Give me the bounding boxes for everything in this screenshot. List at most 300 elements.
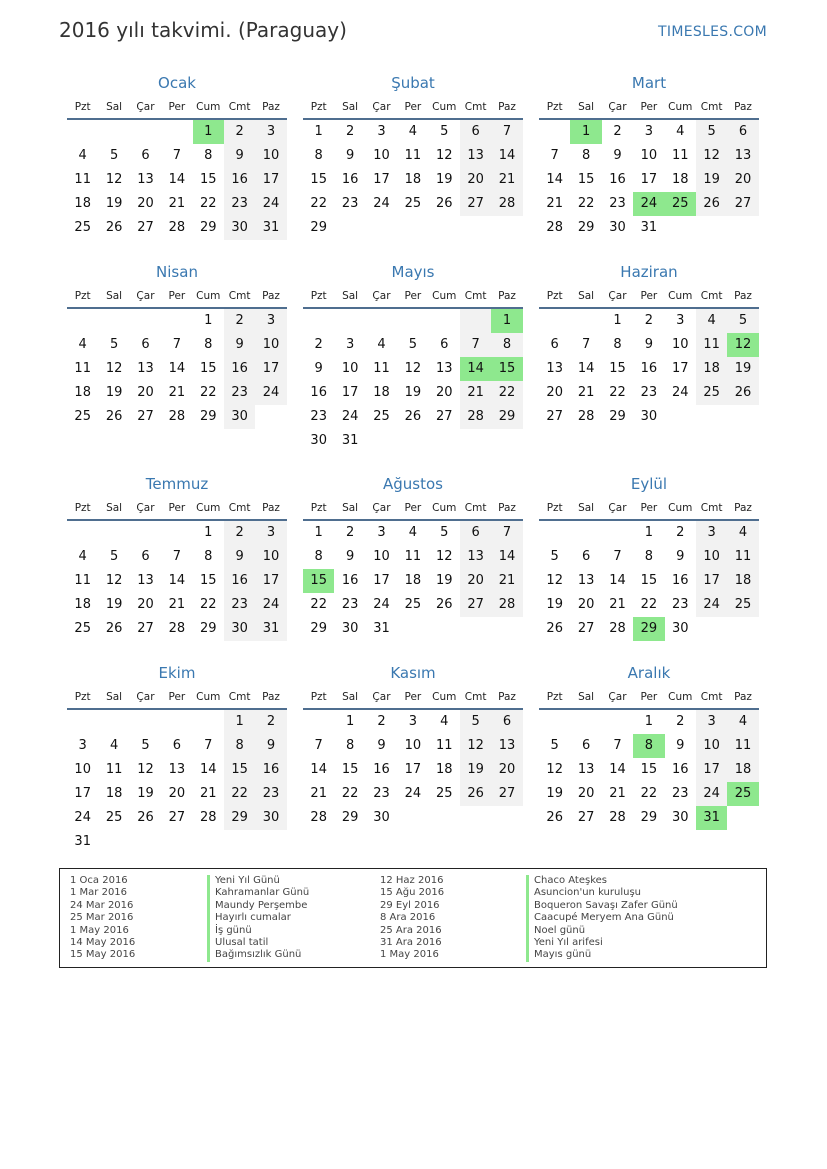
weekday-label: Sal: [578, 691, 595, 703]
day-cell: 3: [255, 120, 286, 144]
weekday-label: Sal: [342, 691, 359, 703]
day-cell: 8: [314, 549, 323, 564]
day-cell: 5: [109, 337, 119, 352]
day-cell: 29: [224, 806, 255, 830]
day-cell: 21: [460, 381, 491, 405]
day-cell: 20: [137, 597, 154, 612]
day-grid: [67, 120, 287, 240]
day-cell: 1: [644, 525, 653, 540]
empty-cell: [130, 309, 161, 333]
weekday-header: [539, 96, 759, 120]
day-cell: 11: [74, 361, 91, 376]
weekday-label: Per: [168, 691, 186, 703]
day-cell: 27: [460, 593, 491, 617]
empty-cell: [130, 521, 161, 545]
empty-cell: [366, 429, 397, 453]
day-cell: 30: [224, 617, 255, 641]
weekday-header: [539, 686, 759, 710]
day-cell: 6: [460, 120, 491, 144]
holiday-day-cell: 1: [570, 120, 601, 144]
day-cell: 9: [224, 545, 255, 569]
day-cell: 27: [137, 621, 154, 636]
holiday-day-cell: 12: [727, 333, 758, 357]
day-cell: 24: [696, 593, 727, 617]
weekday-label: Paz: [734, 101, 752, 113]
day-cell: 10: [696, 734, 727, 758]
weekday-label: Cum: [196, 290, 221, 302]
day-cell: 7: [172, 148, 181, 163]
weekday-label: Paz: [262, 290, 280, 302]
weekday-header: [539, 497, 759, 521]
weekday-label: Cum: [668, 290, 693, 302]
month-name: Mart: [631, 74, 667, 92]
weekday-label: Çar: [372, 502, 391, 514]
day-cell: 18: [435, 762, 453, 777]
empty-cell: [303, 710, 334, 734]
day-cell: 29: [577, 220, 595, 235]
day-cell: 9: [314, 361, 323, 376]
month-name: Ağustos: [383, 475, 443, 493]
day-cell: 23: [224, 192, 255, 216]
holiday-day-cell: 31: [696, 806, 727, 830]
day-cell: 12: [105, 573, 123, 588]
day-cell: 2: [255, 710, 286, 734]
legend-dates-left: [70, 875, 135, 962]
weekday-label: Sal: [342, 101, 359, 113]
weekday-label: Çar: [372, 691, 391, 703]
day-cell: 4: [78, 337, 87, 352]
empty-cell: [460, 806, 491, 830]
empty-cell: [161, 830, 192, 854]
day-cell: 15: [577, 172, 595, 187]
day-cell: 20: [577, 786, 595, 801]
day-cell: 13: [577, 573, 595, 588]
day-cell: 9: [644, 337, 653, 352]
day-cell: 13: [727, 144, 758, 168]
weekday-label: Sal: [106, 290, 123, 302]
day-cell: 14: [577, 361, 595, 376]
empty-cell: [255, 830, 286, 854]
day-cell: 21: [310, 786, 327, 801]
day-cell: 31: [255, 617, 286, 641]
day-cell: 21: [491, 569, 522, 593]
page-title: 2016 yılı takvimi. (Paraguay): [59, 18, 347, 42]
day-grid: [539, 120, 759, 240]
day-cell: 11: [727, 545, 758, 569]
day-cell: 4: [727, 710, 758, 734]
day-cell: 22: [640, 786, 658, 801]
day-cell: 9: [224, 333, 255, 357]
calendar-grid: [67, 72, 759, 874]
weekday-label: Cmt: [464, 691, 487, 703]
day-cell: 3: [644, 124, 653, 139]
day-cell: 18: [727, 569, 758, 593]
weekday-label: Per: [640, 502, 658, 514]
weekday-label: Per: [404, 290, 422, 302]
empty-cell: [665, 405, 696, 429]
legend-holiday-name: Noel günü: [526, 925, 678, 937]
day-cell: 6: [550, 337, 559, 352]
empty-cell: [397, 216, 428, 240]
holiday-day-cell: 25: [727, 782, 758, 806]
day-cell: 24: [341, 409, 359, 424]
day-cell: 27: [577, 621, 595, 636]
day-cell: 8: [204, 337, 213, 352]
legend-date: 1 May 2016: [70, 924, 129, 936]
day-cell: 13: [435, 361, 453, 376]
day-cell: 23: [341, 597, 359, 612]
weekday-label: Cum: [668, 691, 693, 703]
day-cell: 17: [696, 758, 727, 782]
day-cell: 26: [696, 192, 727, 216]
day-cell: 12: [105, 172, 123, 187]
day-cell: 5: [550, 738, 559, 753]
weekday-label: Pzt: [310, 691, 327, 703]
day-cell: 8: [491, 333, 522, 357]
day-cell: 19: [546, 597, 563, 612]
day-cell: 6: [727, 120, 758, 144]
day-cell: 9: [224, 144, 255, 168]
day-cell: 30: [373, 810, 390, 825]
empty-cell: [67, 710, 98, 734]
day-cell: 23: [671, 786, 689, 801]
day-cell: 18: [74, 385, 91, 400]
empty-cell: [67, 309, 98, 333]
day-cell: 24: [373, 196, 390, 211]
day-cell: 9: [345, 549, 355, 564]
day-grid: [303, 710, 523, 830]
empty-cell: [491, 806, 522, 830]
weekday-label: Paz: [498, 101, 516, 113]
day-cell: 7: [613, 738, 622, 753]
day-cell: 12: [105, 361, 123, 376]
empty-cell: [570, 521, 601, 545]
holiday-day-cell: 25: [665, 192, 696, 216]
weekday-label: Pzt: [310, 101, 327, 113]
day-cell: 9: [255, 734, 286, 758]
empty-cell: [130, 830, 161, 854]
day-cell: 28: [609, 810, 626, 825]
weekday-label: Pzt: [74, 101, 91, 113]
day-cell: 13: [491, 734, 522, 758]
legend-date: 15 May 2016: [70, 949, 136, 961]
weekday-label: Cmt: [700, 502, 723, 514]
weekday-label: Per: [404, 691, 422, 703]
day-cell: 12: [460, 734, 491, 758]
empty-cell: [491, 216, 522, 240]
day-cell: 18: [404, 573, 422, 588]
day-cell: 16: [224, 569, 255, 593]
weekday-label: Pzt: [74, 290, 91, 302]
day-grid: [303, 309, 523, 453]
weekday-label: Cmt: [464, 290, 487, 302]
legend-date: 24 Mar 2016: [70, 899, 134, 911]
day-cell: 28: [460, 405, 491, 429]
weekday-header: [303, 497, 523, 521]
month-block: [303, 473, 523, 662]
weekday-header: [303, 96, 523, 120]
day-cell: 17: [640, 172, 658, 187]
day-cell: 26: [546, 810, 563, 825]
day-cell: 14: [168, 573, 186, 588]
empty-cell: [98, 710, 129, 734]
empty-cell: [303, 309, 334, 333]
day-cell: 26: [435, 597, 453, 612]
weekday-label: Çar: [136, 691, 155, 703]
day-cell: 13: [546, 361, 563, 376]
day-cell: 4: [78, 148, 87, 163]
day-cell: 1: [345, 714, 355, 729]
day-cell: 2: [314, 337, 323, 352]
empty-cell: [255, 405, 286, 429]
day-cell: 6: [141, 148, 150, 163]
day-cell: 9: [676, 549, 685, 564]
empty-cell: [366, 216, 397, 240]
month-block: [539, 72, 759, 261]
day-cell: 7: [204, 738, 213, 753]
day-cell: 22: [640, 597, 658, 612]
day-cell: 18: [727, 758, 758, 782]
weekday-label: Cmt: [700, 101, 723, 113]
day-cell: 21: [577, 385, 595, 400]
weekday-label: Cum: [432, 290, 457, 302]
day-cell: 10: [671, 337, 689, 352]
day-cell: 14: [609, 573, 626, 588]
empty-cell: [429, 617, 460, 641]
day-cell: 10: [404, 738, 422, 753]
day-cell: 12: [435, 549, 453, 564]
day-cell: 17: [671, 361, 689, 376]
day-cell: 16: [224, 357, 255, 381]
day-cell: 16: [373, 762, 390, 777]
holiday-day-cell: 8: [633, 734, 664, 758]
legend-holiday-name: Yeni Yıl Günü: [207, 875, 309, 887]
day-cell: 4: [109, 738, 119, 753]
day-cell: 15: [199, 573, 217, 588]
day-cell: 26: [460, 782, 491, 806]
day-cell: 19: [137, 786, 154, 801]
day-cell: 21: [168, 597, 186, 612]
empty-cell: [429, 429, 460, 453]
empty-cell: [460, 216, 491, 240]
day-cell: 1: [224, 710, 255, 734]
empty-cell: [727, 216, 758, 240]
day-cell: 26: [727, 381, 758, 405]
month-block: [67, 473, 287, 662]
day-cell: 17: [404, 762, 422, 777]
day-cell: 11: [671, 148, 689, 163]
day-cell: 30: [609, 220, 626, 235]
day-cell: 3: [78, 738, 87, 753]
weekday-label: Cmt: [228, 502, 251, 514]
weekday-header: [539, 285, 759, 309]
weekday-label: Cum: [668, 101, 693, 113]
month-block: [67, 72, 287, 261]
day-cell: 3: [676, 313, 685, 328]
day-cell: 4: [676, 124, 685, 139]
day-cell: 29: [640, 810, 658, 825]
empty-cell: [491, 617, 522, 641]
day-cell: 10: [640, 148, 658, 163]
weekday-label: Per: [168, 502, 186, 514]
day-cell: 14: [168, 172, 186, 187]
day-cell: 13: [168, 762, 186, 777]
day-cell: 29: [341, 810, 359, 825]
weekday-label: Sal: [106, 101, 123, 113]
day-cell: 30: [310, 433, 327, 448]
month-name: Temmuz: [145, 475, 209, 493]
day-cell: 30: [671, 810, 689, 825]
holiday-day-cell: 1: [491, 309, 522, 333]
day-cell: 14: [168, 361, 186, 376]
day-cell: 3: [696, 710, 727, 734]
legend-holiday-name: İş günü: [207, 925, 309, 937]
empty-cell: [727, 617, 758, 641]
day-cell: 14: [491, 144, 522, 168]
legend-holiday-name: Ulusal tatil: [207, 937, 309, 949]
legend-holiday-name: Asuncion'un kuruluşu: [526, 887, 678, 899]
legend-holiday-name: Mayıs günü: [526, 949, 678, 961]
day-cell: 8: [644, 549, 653, 564]
empty-cell: [696, 405, 727, 429]
day-cell: 25: [404, 597, 422, 612]
weekday-label: Cmt: [700, 290, 723, 302]
legend-date: 12 Haz 2016: [380, 875, 444, 886]
day-cell: 19: [435, 172, 453, 187]
day-cell: 14: [310, 762, 327, 777]
weekday-label: Sal: [106, 502, 123, 514]
day-cell: 25: [404, 196, 422, 211]
day-cell: 23: [373, 786, 390, 801]
empty-cell: [193, 710, 224, 734]
day-cell: 19: [435, 573, 453, 588]
day-cell: 21: [609, 786, 626, 801]
empty-cell: [98, 830, 129, 854]
empty-cell: [67, 120, 98, 144]
day-cell: 17: [341, 385, 359, 400]
weekday-label: Çar: [136, 290, 155, 302]
day-cell: 10: [74, 762, 91, 777]
day-cell: 22: [199, 196, 217, 211]
day-cell: 12: [435, 148, 453, 163]
day-cell: 20: [546, 385, 563, 400]
day-cell: 6: [440, 337, 449, 352]
day-cell: 27: [727, 192, 758, 216]
day-cell: 4: [78, 549, 87, 564]
empty-cell: [570, 710, 601, 734]
day-cell: 19: [546, 786, 563, 801]
day-cell: 19: [404, 385, 422, 400]
day-cell: 25: [696, 381, 727, 405]
day-cell: 22: [199, 385, 217, 400]
weekday-label: Sal: [578, 101, 595, 113]
day-cell: 8: [204, 148, 213, 163]
empty-cell: [130, 120, 161, 144]
weekday-label: Paz: [498, 691, 516, 703]
day-cell: 18: [373, 385, 390, 400]
weekday-label: Per: [640, 101, 658, 113]
month-block: [539, 261, 759, 473]
day-cell: 24: [696, 782, 727, 806]
day-cell: 3: [255, 309, 286, 333]
weekday-label: Paz: [734, 290, 752, 302]
day-cell: 1: [314, 124, 323, 139]
empty-cell: [193, 830, 224, 854]
day-cell: 10: [373, 148, 390, 163]
empty-cell: [539, 710, 570, 734]
month-block: [67, 662, 287, 874]
day-cell: 21: [546, 196, 563, 211]
brand-link[interactable]: TIMESLES.COM: [658, 24, 767, 40]
day-cell: 29: [491, 405, 522, 429]
day-cell: 31: [341, 433, 359, 448]
month-name: Ekim: [158, 664, 196, 682]
day-cell: 6: [460, 521, 491, 545]
day-cell: 15: [224, 758, 255, 782]
weekday-label: Per: [168, 290, 186, 302]
day-cell: 23: [255, 782, 286, 806]
weekday-label: Pzt: [546, 290, 563, 302]
day-cell: 5: [550, 549, 559, 564]
legend-names-left: [207, 875, 309, 962]
day-cell: 13: [460, 144, 491, 168]
day-cell: 28: [310, 810, 327, 825]
day-cell: 4: [696, 309, 727, 333]
day-cell: 18: [105, 786, 123, 801]
legend-holiday-name: Yeni Yıl arifesi: [526, 937, 678, 949]
empty-cell: [570, 309, 601, 333]
day-cell: 10: [341, 361, 359, 376]
day-cell: 16: [609, 172, 626, 187]
weekday-label: Çar: [608, 101, 627, 113]
weekday-label: Çar: [372, 290, 391, 302]
legend-holiday-name: Bağımsızlık Günü: [207, 949, 309, 961]
day-cell: 11: [74, 172, 91, 187]
empty-cell: [161, 710, 192, 734]
day-cell: 20: [727, 168, 758, 192]
empty-cell: [727, 405, 758, 429]
day-cell: 8: [345, 738, 355, 753]
day-cell: 6: [141, 549, 150, 564]
day-cell: 9: [613, 148, 622, 163]
day-cell: 12: [137, 762, 154, 777]
day-grid: [539, 710, 759, 830]
day-cell: 5: [141, 738, 150, 753]
empty-cell: [491, 429, 522, 453]
empty-cell: [397, 806, 428, 830]
month-block: [67, 261, 287, 473]
day-grid: [539, 309, 759, 429]
day-cell: 19: [105, 385, 123, 400]
day-cell: 17: [74, 786, 91, 801]
day-cell: 7: [172, 337, 181, 352]
month-name: Kasım: [390, 664, 436, 682]
day-cell: 24: [671, 385, 689, 400]
day-cell: 2: [676, 714, 685, 729]
weekday-label: Sal: [106, 691, 123, 703]
day-cell: 3: [377, 525, 386, 540]
day-cell: 2: [224, 309, 255, 333]
month-name: Aralık: [627, 664, 671, 682]
day-cell: 12: [546, 573, 563, 588]
day-cell: 23: [609, 196, 626, 211]
day-cell: 31: [640, 220, 658, 235]
empty-cell: [130, 710, 161, 734]
day-cell: 31: [255, 216, 286, 240]
day-cell: 22: [199, 597, 217, 612]
day-cell: 27: [168, 810, 186, 825]
day-cell: 2: [224, 120, 255, 144]
